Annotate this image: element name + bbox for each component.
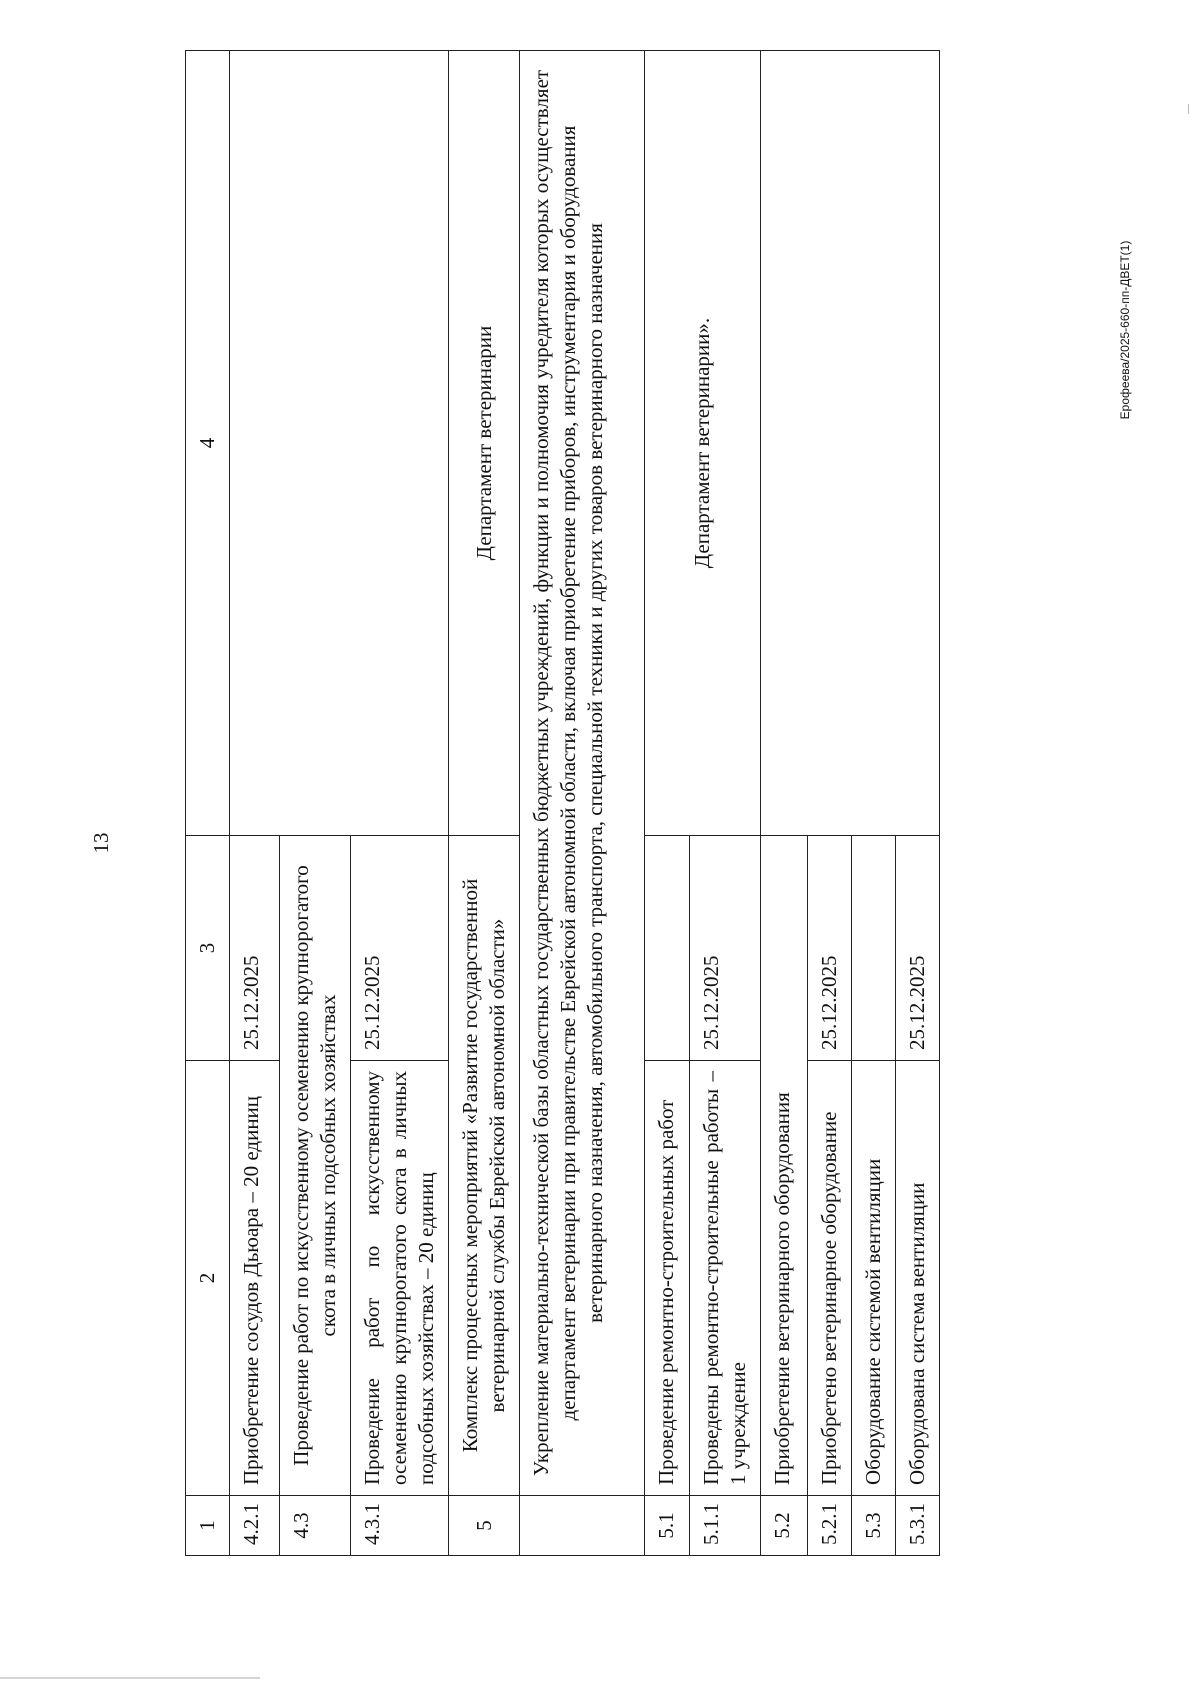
row-text: Проведение работ по искусственному осеменению крупнорогатого скота в личных подсобных хозяйствах [280, 836, 351, 1496]
header-col-3: 3 [186, 836, 230, 1061]
row-text: Приобретено ветеринарное оборудование [808, 1061, 852, 1496]
row-text: Проведение ремонтно-строительных работ [645, 1061, 690, 1496]
row-description: Укрепление материально-технической базы областных государственных бюджетных учреждений, функции и полномочия учредителя которых осуществляет департамент ветеринарии при правительстве Еврейской автономной области, включая приобретение приборов, инструментария и оборудования ветеринарного назначения, автомобильного транспорта, специальной техники и других товаров ветеринарного назначения [520, 51, 645, 1496]
row-text: Оборудована система вентиляции [896, 1061, 940, 1496]
row-number: 4.3.1 [351, 1496, 449, 1556]
table-row [761, 51, 808, 1556]
footer-document-code [1115, 110, 1135, 550]
row-text: Проведены ремонтно-строительные работы – 1 учреждение [690, 1061, 761, 1496]
header-col-1: 1 [186, 1496, 230, 1556]
row-responsible-empty [230, 51, 449, 836]
row-number: 5.3 [852, 1496, 896, 1556]
row-text: Приобретение ветеринарного оборудования [761, 836, 808, 1496]
table-row [520, 51, 645, 1556]
table-header-row [186, 51, 230, 1556]
row-text: Оборудование системой вентиляции [852, 1061, 896, 1496]
footer-code-text: Ерофеева/2025-660-пп-ДВЕТ(1) [1118, 240, 1132, 420]
row-date: 25.12.2025 [808, 836, 852, 1061]
table-row [645, 51, 690, 1556]
row-date-empty [645, 836, 690, 1061]
row-text: Приобретение сосудов Дьюара – 20 единиц [230, 1061, 280, 1496]
row-responsible: Департамент ветеринарии [449, 51, 520, 836]
table-row [449, 51, 520, 1556]
header-col-2: 2 [186, 1061, 230, 1496]
page-number: 13 [89, 832, 113, 854]
row-number: 5.1 [645, 1496, 690, 1556]
row-text: Проведение работ по искусственному осеменению крупнорогатого скота в личных подсобных хозяйствах – 20 единиц [351, 1061, 449, 1496]
row-date: 25.12.2025 [690, 836, 761, 1061]
rotated-table-container [185, 51, 1200, 1556]
row-number: 5 [449, 1496, 520, 1556]
row-number-empty [520, 1496, 645, 1556]
row-date: 25.12.2025 [351, 836, 449, 1061]
row-number: 5.1.1 [690, 1496, 761, 1556]
scan-artifact [0, 1677, 260, 1679]
row-number: 4.2.1 [230, 1496, 280, 1556]
row-number: 5.2.1 [808, 1496, 852, 1556]
row-number: 5.3.1 [896, 1496, 940, 1556]
table-row [230, 51, 280, 1556]
row-date: 25.12.2025 [896, 836, 940, 1061]
row-text: Комплекс процессных мероприятий «Развитие государственной ветеринарной службы Еврейской автономной области» [449, 836, 520, 1496]
row-responsible: Департамент ветеринарии». [645, 51, 761, 836]
row-date: 25.12.2025 [230, 836, 280, 1061]
header-col-4: 4 [186, 51, 230, 836]
plan-table [185, 50, 940, 1556]
row-number: 4.3 [280, 1496, 351, 1556]
row-date-empty [852, 836, 896, 1061]
row-responsible-empty [761, 51, 940, 836]
row-number: 5.2 [761, 1496, 808, 1556]
scan-artifact [1188, 104, 1189, 114]
